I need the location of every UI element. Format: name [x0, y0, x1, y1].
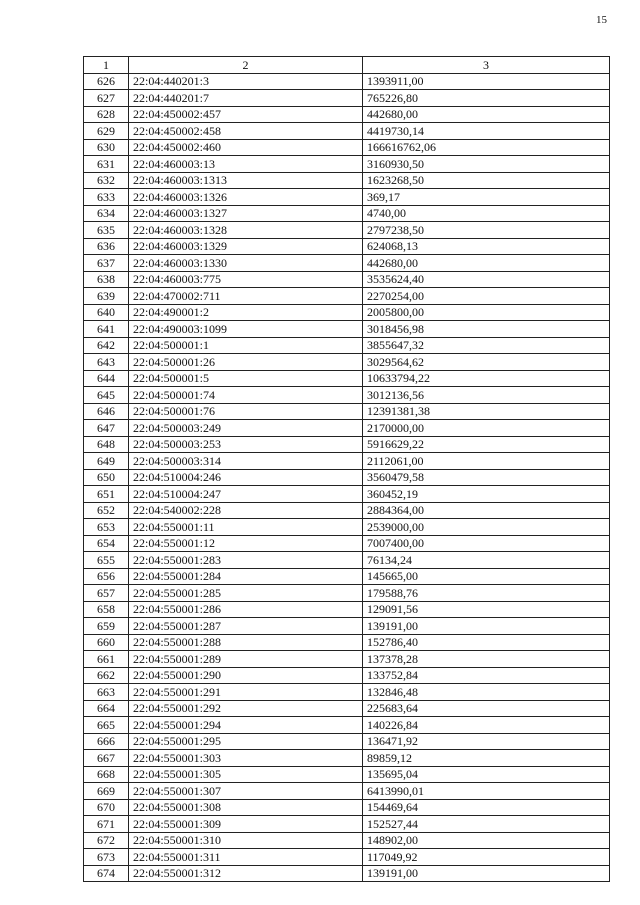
table-row [84, 387, 610, 404]
table-row [84, 585, 610, 602]
cadastral-number-cell: 22:04:550001:307 [129, 783, 363, 800]
page-number: 15 [596, 14, 607, 26]
cadastral-number-cell: 22:04:500003:253 [129, 436, 363, 453]
row-number-cell: 640 [84, 304, 129, 321]
value-cell: 152786,40 [363, 634, 610, 651]
cadastral-number-cell: 22:04:550001:290 [129, 667, 363, 684]
table-row [84, 568, 610, 585]
row-number-cell: 629 [84, 123, 129, 140]
row-number-cell: 638 [84, 271, 129, 288]
value-cell: 2884364,00 [363, 502, 610, 519]
value-cell: 624068,13 [363, 238, 610, 255]
row-number-cell: 631 [84, 156, 129, 173]
cadastral-number-cell: 22:04:450002:457 [129, 106, 363, 123]
table-row [84, 634, 610, 651]
table-row [84, 783, 610, 800]
table-row [84, 766, 610, 783]
table-row [84, 354, 610, 371]
table-row [84, 370, 610, 387]
table-row [84, 519, 610, 536]
cadastral-number-cell: 22:04:550001:311 [129, 849, 363, 866]
cadastral-number-cell: 22:04:450002:458 [129, 123, 363, 140]
cadastral-number-cell: 22:04:550001:284 [129, 568, 363, 585]
table-row [84, 816, 610, 833]
row-number-cell: 665 [84, 717, 129, 734]
value-cell: 148902,00 [363, 832, 610, 849]
cadastral-number-cell: 22:04:450002:460 [129, 139, 363, 156]
cadastral-number-cell: 22:04:500001:1 [129, 337, 363, 354]
table-row [84, 618, 610, 635]
value-cell: 369,17 [363, 189, 610, 206]
value-cell: 179588,76 [363, 585, 610, 602]
cadastral-number-cell: 22:04:550001:294 [129, 717, 363, 734]
value-cell: 3855647,32 [363, 337, 610, 354]
row-number-cell: 652 [84, 502, 129, 519]
table-row [84, 139, 610, 156]
value-cell: 3029564,62 [363, 354, 610, 371]
row-number-cell: 627 [84, 90, 129, 107]
table-row [84, 453, 610, 470]
value-cell: 10633794,22 [363, 370, 610, 387]
value-cell: 166616762,06 [363, 139, 610, 156]
value-cell: 139191,00 [363, 865, 610, 882]
value-cell: 1393911,00 [363, 73, 610, 90]
table-row [84, 205, 610, 222]
row-number-cell: 644 [84, 370, 129, 387]
cadastral-number-cell: 22:04:550001:291 [129, 684, 363, 701]
cadastral-number-cell: 22:04:540002:228 [129, 502, 363, 519]
cadastral-number-cell: 22:04:550001:11 [129, 519, 363, 536]
value-cell: 3535624,40 [363, 271, 610, 288]
row-number-cell: 674 [84, 865, 129, 882]
cadastral-number-cell: 22:04:440201:7 [129, 90, 363, 107]
cadastral-number-cell: 22:04:460003:1327 [129, 205, 363, 222]
value-cell: 3018456,98 [363, 321, 610, 338]
value-cell: 6413990,01 [363, 783, 610, 800]
row-number-cell: 671 [84, 816, 129, 833]
value-cell: 129091,56 [363, 601, 610, 618]
row-number-cell: 653 [84, 519, 129, 536]
row-number-cell: 626 [84, 73, 129, 90]
table-row [84, 288, 610, 305]
row-number-cell: 660 [84, 634, 129, 651]
cadastral-number-cell: 22:04:500001:26 [129, 354, 363, 371]
cadastral-number-cell: 22:04:550001:289 [129, 651, 363, 668]
row-number-cell: 645 [84, 387, 129, 404]
value-cell: 5916629,22 [363, 436, 610, 453]
cadastral-number-cell: 22:04:500003:314 [129, 453, 363, 470]
row-number-cell: 658 [84, 601, 129, 618]
row-number-cell: 664 [84, 700, 129, 717]
table-row [84, 106, 610, 123]
value-cell: 2539000,00 [363, 519, 610, 536]
row-number-cell: 663 [84, 684, 129, 701]
value-cell: 76134,24 [363, 552, 610, 569]
cadastral-number-cell: 22:04:550001:310 [129, 832, 363, 849]
value-cell: 117049,92 [363, 849, 610, 866]
value-cell: 136471,92 [363, 733, 610, 750]
table-row [84, 420, 610, 437]
row-number-cell: 647 [84, 420, 129, 437]
value-cell: 4419730,14 [363, 123, 610, 140]
table-row [84, 865, 610, 882]
row-number-cell: 646 [84, 403, 129, 420]
column-header-2: 2 [129, 57, 363, 74]
table-body [84, 73, 610, 882]
table-row [84, 651, 610, 668]
row-number-cell: 668 [84, 766, 129, 783]
value-cell: 7007400,00 [363, 535, 610, 552]
value-cell: 360452,19 [363, 486, 610, 503]
value-cell: 225683,64 [363, 700, 610, 717]
cadastral-number-cell: 22:04:500001:5 [129, 370, 363, 387]
row-number-cell: 649 [84, 453, 129, 470]
value-cell: 2112061,00 [363, 453, 610, 470]
table-row [84, 304, 610, 321]
table-row [84, 90, 610, 107]
cadastral-number-cell: 22:04:550001:12 [129, 535, 363, 552]
column-header-1: 1 [84, 57, 129, 74]
cadastral-number-cell: 22:04:550001:308 [129, 799, 363, 816]
value-cell: 2270254,00 [363, 288, 610, 305]
value-cell: 3160930,50 [363, 156, 610, 173]
row-number-cell: 656 [84, 568, 129, 585]
table-row [84, 337, 610, 354]
value-cell: 89859,12 [363, 750, 610, 767]
cadastral-number-cell: 22:04:550001:309 [129, 816, 363, 833]
value-cell: 152527,44 [363, 816, 610, 833]
table-row [84, 733, 610, 750]
row-number-cell: 639 [84, 288, 129, 305]
row-number-cell: 635 [84, 222, 129, 239]
value-cell: 137378,28 [363, 651, 610, 668]
row-number-cell: 670 [84, 799, 129, 816]
row-number-cell: 667 [84, 750, 129, 767]
row-number-cell: 632 [84, 172, 129, 189]
table-row [84, 502, 610, 519]
cadastral-number-cell: 22:04:550001:287 [129, 618, 363, 635]
value-cell: 145665,00 [363, 568, 610, 585]
cadastral-number-cell: 22:04:470002:711 [129, 288, 363, 305]
table-row [84, 799, 610, 816]
table-row [84, 849, 610, 866]
row-number-cell: 655 [84, 552, 129, 569]
row-number-cell: 633 [84, 189, 129, 206]
row-number-cell: 628 [84, 106, 129, 123]
row-number-cell: 666 [84, 733, 129, 750]
cadastral-number-cell: 22:04:550001:292 [129, 700, 363, 717]
row-number-cell: 657 [84, 585, 129, 602]
row-number-cell: 642 [84, 337, 129, 354]
cadastral-number-cell: 22:04:550001:312 [129, 865, 363, 882]
cadastral-number-cell: 22:04:550001:286 [129, 601, 363, 618]
table-row [84, 486, 610, 503]
cadastral-number-cell: 22:04:550001:285 [129, 585, 363, 602]
table-row [84, 832, 610, 849]
value-cell: 765226,80 [363, 90, 610, 107]
table-row [84, 436, 610, 453]
table-row [84, 238, 610, 255]
cadastral-number-cell: 22:04:550001:303 [129, 750, 363, 767]
value-cell: 442680,00 [363, 255, 610, 272]
row-number-cell: 637 [84, 255, 129, 272]
value-cell: 1623268,50 [363, 172, 610, 189]
row-number-cell: 672 [84, 832, 129, 849]
table-row [84, 73, 610, 90]
value-cell: 2797238,50 [363, 222, 610, 239]
row-number-cell: 673 [84, 849, 129, 866]
value-cell: 3560479,58 [363, 469, 610, 486]
table-row [84, 123, 610, 140]
value-cell: 135695,04 [363, 766, 610, 783]
table-row [84, 717, 610, 734]
table-row [84, 601, 610, 618]
table-row [84, 667, 610, 684]
cadastral-number-cell: 22:04:500001:74 [129, 387, 363, 404]
row-number-cell: 648 [84, 436, 129, 453]
cadastral-number-cell: 22:04:460003:1313 [129, 172, 363, 189]
value-cell: 140226,84 [363, 717, 610, 734]
row-number-cell: 651 [84, 486, 129, 503]
value-cell: 3012136,56 [363, 387, 610, 404]
table-row [84, 321, 610, 338]
table-header-row [84, 57, 610, 74]
row-number-cell: 643 [84, 354, 129, 371]
row-number-cell: 661 [84, 651, 129, 668]
table-row [84, 700, 610, 717]
table-row [84, 552, 610, 569]
table-row [84, 189, 610, 206]
table-row [84, 403, 610, 420]
value-cell: 154469,64 [363, 799, 610, 816]
row-number-cell: 669 [84, 783, 129, 800]
row-number-cell: 641 [84, 321, 129, 338]
value-cell: 2005800,00 [363, 304, 610, 321]
row-number-cell: 654 [84, 535, 129, 552]
column-header-3: 3 [363, 57, 610, 74]
data-table [83, 56, 610, 882]
cadastral-number-cell: 22:04:550001:295 [129, 733, 363, 750]
value-cell: 442680,00 [363, 106, 610, 123]
table-row [84, 535, 610, 552]
cadastral-number-cell: 22:04:460003:1329 [129, 238, 363, 255]
row-number-cell: 662 [84, 667, 129, 684]
cadastral-number-cell: 22:04:490003:1099 [129, 321, 363, 338]
cadastral-number-cell: 22:04:460003:1328 [129, 222, 363, 239]
value-cell: 4740,00 [363, 205, 610, 222]
table-row [84, 222, 610, 239]
cadastral-number-cell: 22:04:510004:247 [129, 486, 363, 503]
value-cell: 2170000,00 [363, 420, 610, 437]
cadastral-number-cell: 22:04:460003:1330 [129, 255, 363, 272]
cadastral-number-cell: 22:04:460003:1326 [129, 189, 363, 206]
cadastral-number-cell: 22:04:490001:2 [129, 304, 363, 321]
cadastral-number-cell: 22:04:550001:305 [129, 766, 363, 783]
table-row [84, 172, 610, 189]
cadastral-number-cell: 22:04:460003:775 [129, 271, 363, 288]
table-row [84, 156, 610, 173]
table-row [84, 684, 610, 701]
row-number-cell: 659 [84, 618, 129, 635]
cadastral-number-cell: 22:04:500003:249 [129, 420, 363, 437]
cadastral-number-cell: 22:04:550001:283 [129, 552, 363, 569]
row-number-cell: 650 [84, 469, 129, 486]
row-number-cell: 636 [84, 238, 129, 255]
table-row [84, 750, 610, 767]
table-row [84, 469, 610, 486]
cadastral-number-cell: 22:04:440201:3 [129, 73, 363, 90]
value-cell: 12391381,38 [363, 403, 610, 420]
cadastral-number-cell: 22:04:510004:246 [129, 469, 363, 486]
table-row [84, 271, 610, 288]
cadastral-number-cell: 22:04:500001:76 [129, 403, 363, 420]
value-cell: 132846,48 [363, 684, 610, 701]
row-number-cell: 634 [84, 205, 129, 222]
table-row [84, 255, 610, 272]
row-number-cell: 630 [84, 139, 129, 156]
cadastral-number-cell: 22:04:460003:13 [129, 156, 363, 173]
value-cell: 139191,00 [363, 618, 610, 635]
value-cell: 133752,84 [363, 667, 610, 684]
cadastral-number-cell: 22:04:550001:288 [129, 634, 363, 651]
